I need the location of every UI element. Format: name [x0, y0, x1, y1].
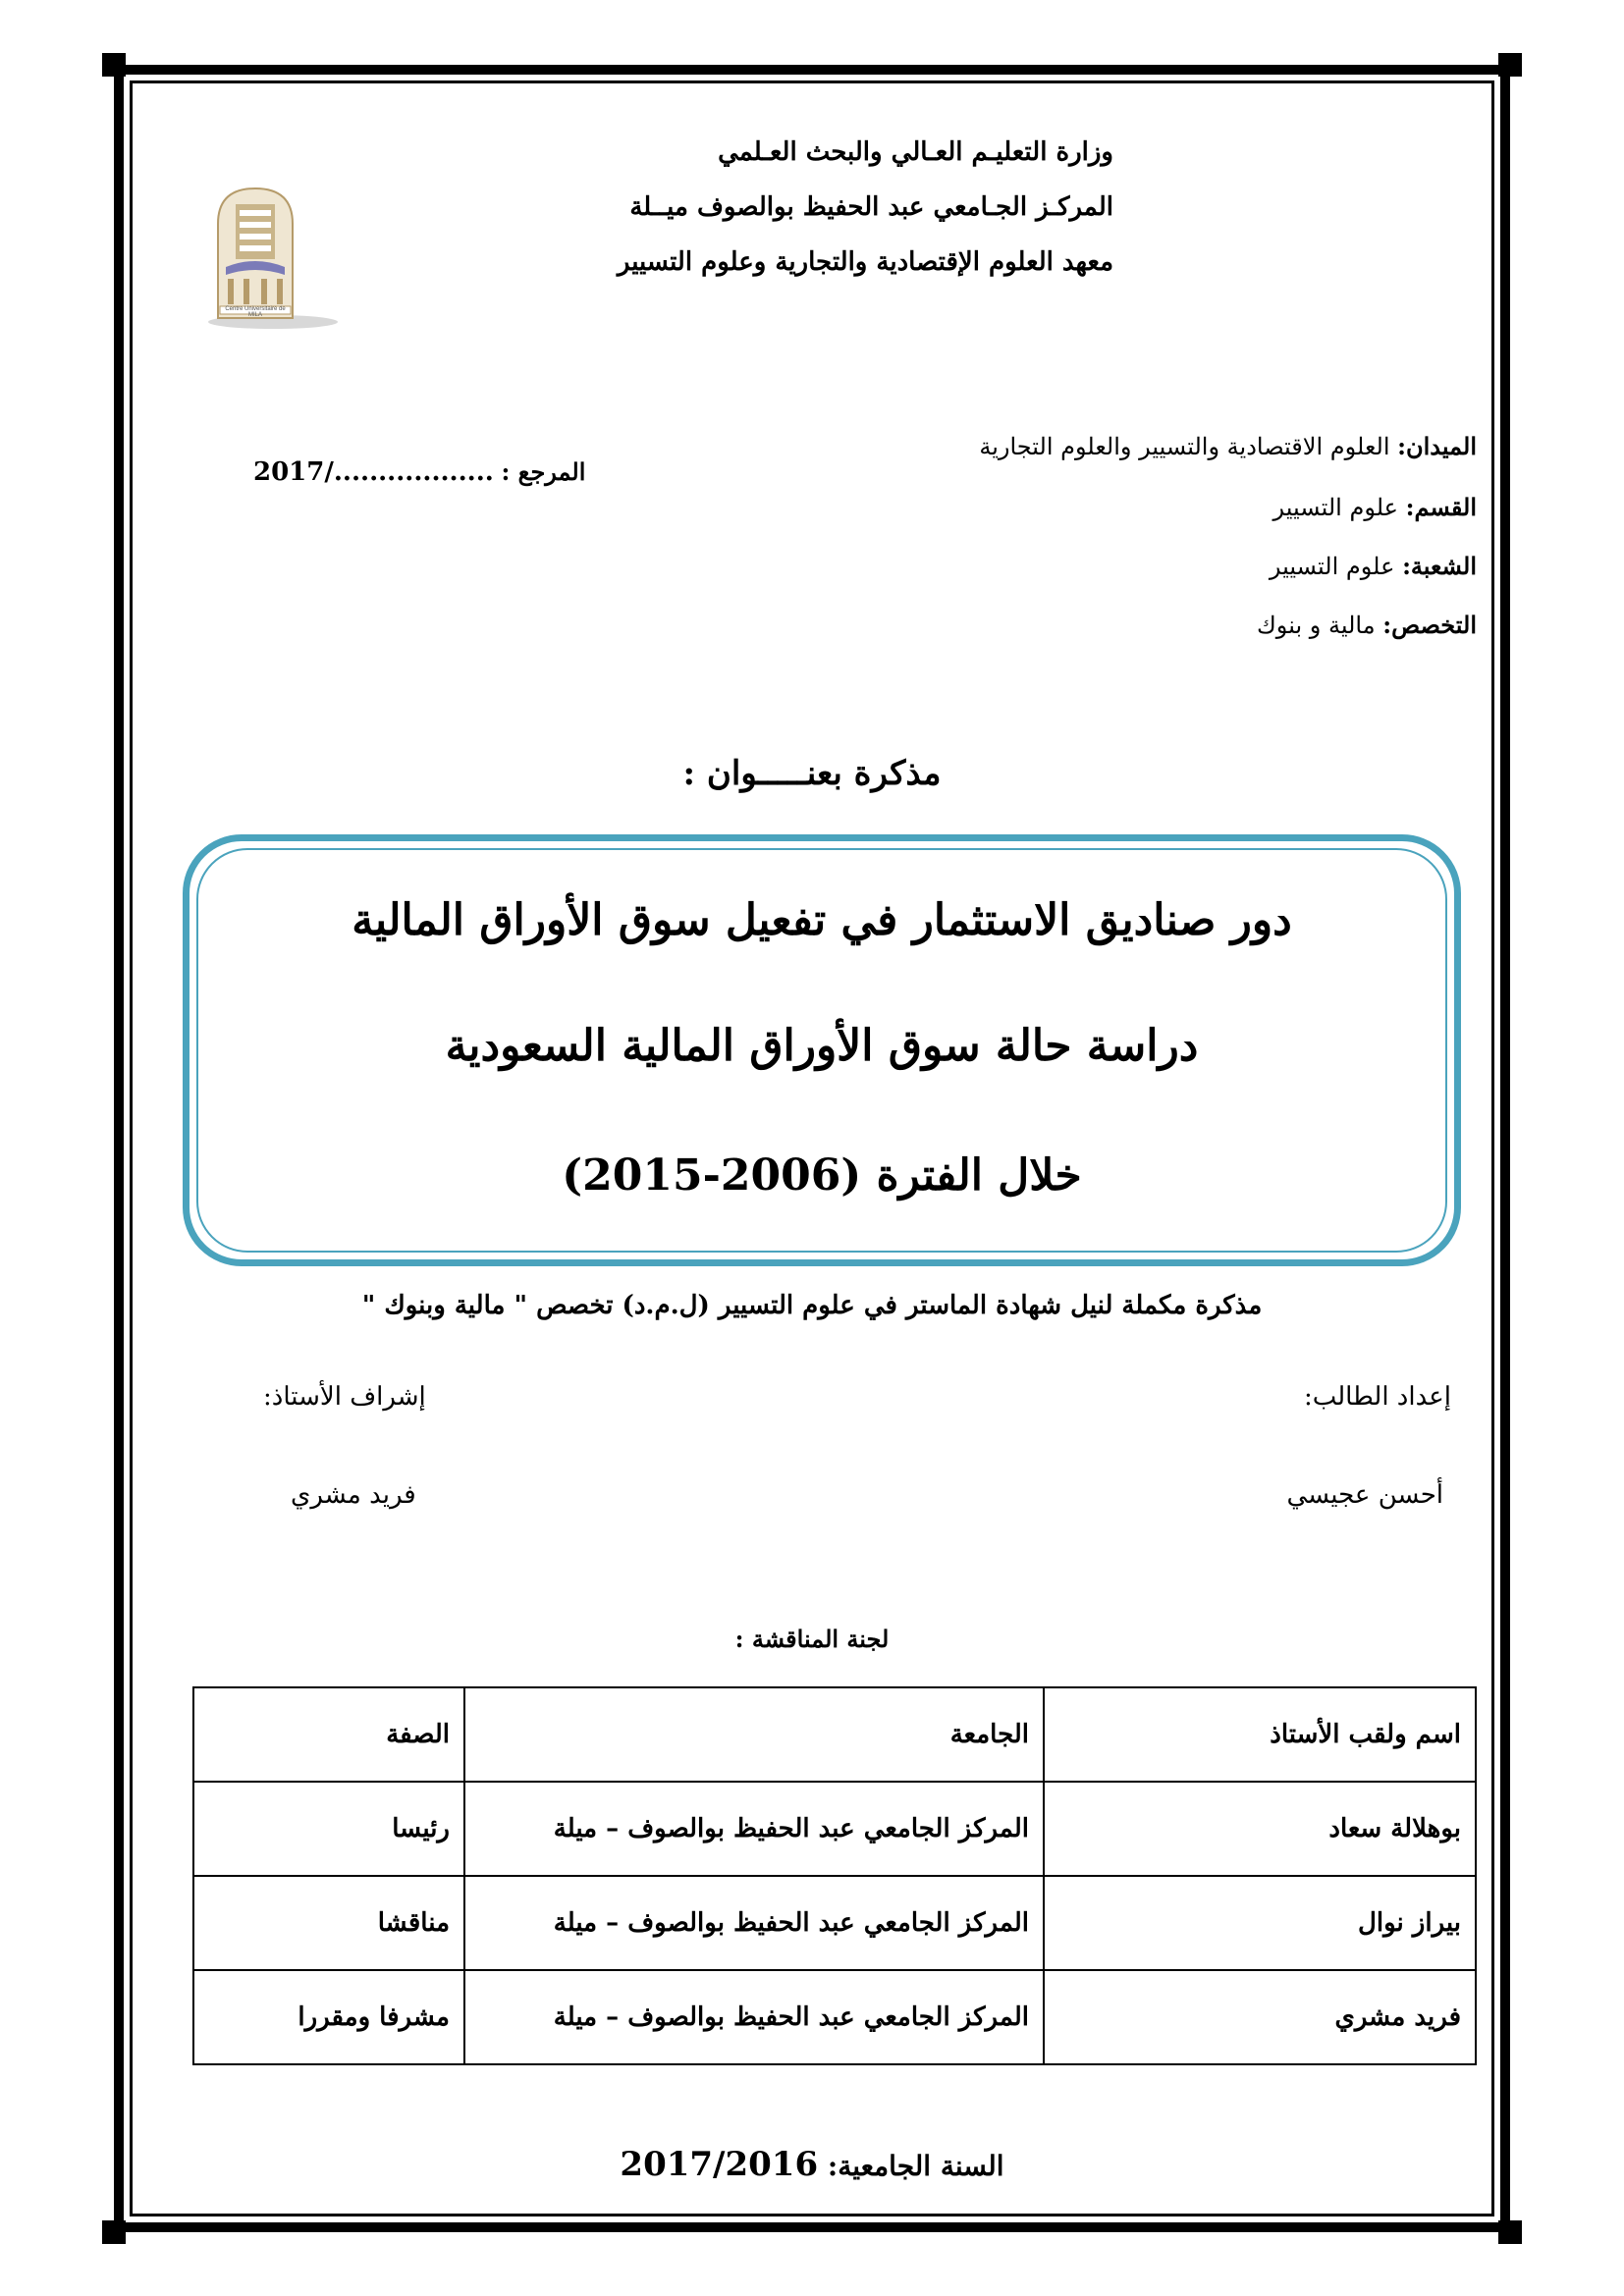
table-cell: مناقشا [193, 1876, 464, 1970]
thesis-title-line-2: دراسة حالة سوق الأوراق المالية السعودية [445, 1021, 1199, 1071]
field-value: مالية و بنوك [1257, 612, 1376, 639]
thesis-title-line-3: خلال الفترة (2006-2015) [562, 1150, 1082, 1201]
field-label: الميدان: [1397, 432, 1477, 460]
table-row [193, 1876, 1476, 1970]
academic-year-label: السنة الجامعية: [827, 2150, 1004, 2182]
committee-title: لجنة المناقشة : [734, 1625, 890, 1653]
table-cell: مشرفا ومقررا [193, 1970, 464, 2064]
table-row [193, 1970, 1476, 2064]
field-department [1272, 493, 1477, 521]
reference-label: المرجع : [501, 457, 586, 486]
student-name: أحسن عجيسي [1286, 1480, 1443, 1510]
logo-caption: Centre Universitaire de MILA [225, 306, 286, 318]
field-branch [1270, 552, 1477, 580]
thesis-title-line-1: دور صناديق الاستثمار في تفعيل سوق الأوراق المالية [352, 895, 1292, 945]
table-cell: فريد مشري [1044, 1970, 1476, 2064]
field-label: الشعبة: [1402, 552, 1477, 580]
university-logo [196, 185, 344, 332]
table-cell: المركز الجامعي عبد الحفيظ بوالصوف – ميلة [464, 1782, 1044, 1876]
corner-ornament [1498, 53, 1522, 77]
field-domain [979, 432, 1477, 460]
title-label: مذكرة بعنـــــوان : [682, 754, 942, 793]
table-header: الجامعة [464, 1687, 1044, 1782]
field-label: التخصص: [1382, 611, 1477, 639]
field-value: علوم التسيير [1269, 553, 1395, 580]
corner-ornament [1498, 2220, 1522, 2244]
field-label: القسم: [1405, 493, 1477, 521]
supervisor-label: إشراف الأستاذ: [263, 1382, 426, 1412]
field-value: علوم التسيير [1272, 494, 1398, 521]
table-row [193, 1782, 1476, 1876]
corner-ornament [102, 53, 126, 77]
field-specialty [1257, 611, 1477, 639]
table-cell: رئيسا [193, 1782, 464, 1876]
student-label: إعداد الطالب: [1303, 1382, 1451, 1412]
reference-value: ................../2017 [253, 457, 494, 487]
academic-year [0, 2145, 1624, 2184]
reference [253, 457, 585, 487]
table-cell: بوهلالة سعاد [1044, 1782, 1476, 1876]
table-header: الصفة [193, 1687, 464, 1782]
supervisor-name: فريد مشري [291, 1480, 416, 1510]
institute-name: معهد العلوم الإقتصادية والتجارية وعلوم التسيير [617, 247, 1113, 277]
committee-table [192, 1686, 1477, 2065]
table-cell: المركز الجامعي عبد الحفيظ بوالصوف – ميلة [464, 1970, 1044, 2064]
thesis-subtitle: مذكرة مكملة لنيل شهادة الماستر في علوم التسيير (ل.م.د) تخصص " مالية وبنوك " [361, 1291, 1263, 1320]
table-cell: بيراز نوال [1044, 1876, 1476, 1970]
ministry-name: وزارة التعليـم العـالي والبحث العـلمي [718, 137, 1113, 167]
academic-year-value: 2017/2016 [620, 2145, 819, 2184]
university-name: المركـز الجـامعي عبد الحفيظ بوالصوف ميــلة [629, 192, 1113, 222]
field-value: العلوم الاقتصادية والتسيير والعلوم التجارية [979, 433, 1390, 460]
table-cell: المركز الجامعي عبد الحفيظ بوالصوف – ميلة [464, 1876, 1044, 1970]
corner-ornament [102, 2220, 126, 2244]
table-header: اسم ولقب الأستاذ [1044, 1687, 1476, 1782]
table-header-row [193, 1687, 1476, 1782]
